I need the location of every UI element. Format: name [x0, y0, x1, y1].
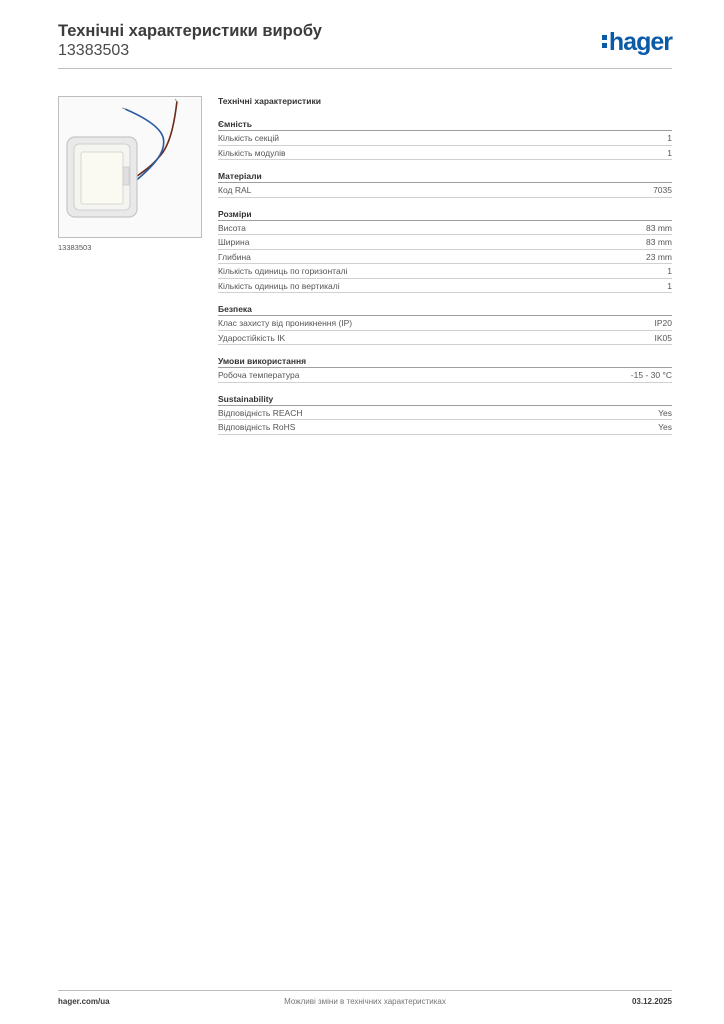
spec-label: Відповідність REACH — [218, 407, 303, 418]
spec-row — [218, 264, 672, 279]
spec-row — [218, 146, 672, 161]
spec-label: Висота — [218, 222, 246, 233]
spec-value: 23 mm — [646, 251, 672, 262]
specs-table — [218, 96, 672, 435]
spec-row — [218, 316, 672, 331]
spec-label: Кількість модулів — [218, 147, 286, 158]
spec-group-dimensions — [218, 209, 672, 294]
spec-row — [218, 279, 672, 294]
spec-value: Yes — [658, 407, 672, 418]
spec-label: Глибина — [218, 251, 251, 262]
spec-value: 1 — [667, 133, 672, 143]
spec-row — [218, 221, 672, 236]
spec-value: -15 - 30 °C — [630, 370, 672, 380]
spec-value: 7035 — [653, 185, 672, 195]
page-header — [58, 22, 672, 68]
spec-row — [218, 406, 672, 421]
spec-value: 1 — [667, 266, 672, 276]
specs-heading: Технічні характеристики — [218, 96, 321, 106]
spec-group-title: Sustainability — [218, 394, 672, 406]
spec-label: Кількість одиниць по вертикалі — [218, 280, 340, 291]
spec-row — [218, 250, 672, 265]
spec-label: Ударостійкість IK — [218, 332, 286, 343]
product-number: 13383503 — [58, 42, 130, 59]
footer-notice: Можливі зміни в технічних характеристиках — [284, 997, 446, 1006]
spec-row — [218, 183, 672, 198]
spec-label: Ширина — [218, 237, 250, 247]
frame-with-wires-icon — [59, 97, 201, 237]
header-divider — [58, 68, 672, 69]
spec-group-title: Матеріали — [218, 171, 672, 183]
spec-value: 83 mm — [646, 237, 672, 247]
spec-group-title: Безпека — [218, 304, 672, 316]
spec-row — [218, 420, 672, 435]
spec-row — [218, 131, 672, 146]
spec-label: Кількість секцій — [218, 133, 279, 143]
spec-group-safety — [218, 304, 672, 345]
spec-group-title: Умови використання — [218, 356, 672, 368]
logo-dots-icon — [602, 35, 607, 49]
spec-value: 83 mm — [646, 222, 672, 233]
spec-label: Код RAL — [218, 185, 252, 195]
spec-group-capacity — [218, 119, 672, 160]
spec-row — [218, 331, 672, 346]
footer-divider — [58, 990, 672, 991]
spec-value: IK05 — [654, 332, 672, 343]
spec-value: 1 — [667, 280, 672, 291]
spec-group-materials — [218, 171, 672, 198]
spec-group-title: Розміри — [218, 209, 672, 221]
spec-value: IP20 — [654, 318, 672, 328]
spec-label: Кількість одиниць по горизонталі — [218, 266, 348, 276]
spec-label: Робоча температура — [218, 370, 300, 380]
footer-date: 03.12.2025 — [631, 997, 672, 1006]
spec-value: Yes — [658, 422, 672, 432]
product-image — [58, 96, 202, 238]
spec-group-sustainability — [218, 394, 672, 435]
hager-logo — [602, 28, 672, 57]
page-title: Технічні характеристики виробу — [58, 22, 322, 40]
image-caption: 13383503 — [58, 243, 92, 252]
logo-text: hager — [608, 28, 672, 56]
spec-row — [218, 368, 672, 383]
footer-website-link[interactable]: hager.com/ua — [58, 997, 110, 1006]
spec-label: Клас захисту від проникнення (IP) — [218, 318, 353, 328]
spec-label: Відповідність RoHS — [218, 422, 296, 432]
spec-row — [218, 235, 672, 250]
spec-value: 1 — [667, 147, 672, 158]
spec-group-title: Ємність — [218, 119, 672, 131]
spec-group-conditions — [218, 356, 672, 383]
